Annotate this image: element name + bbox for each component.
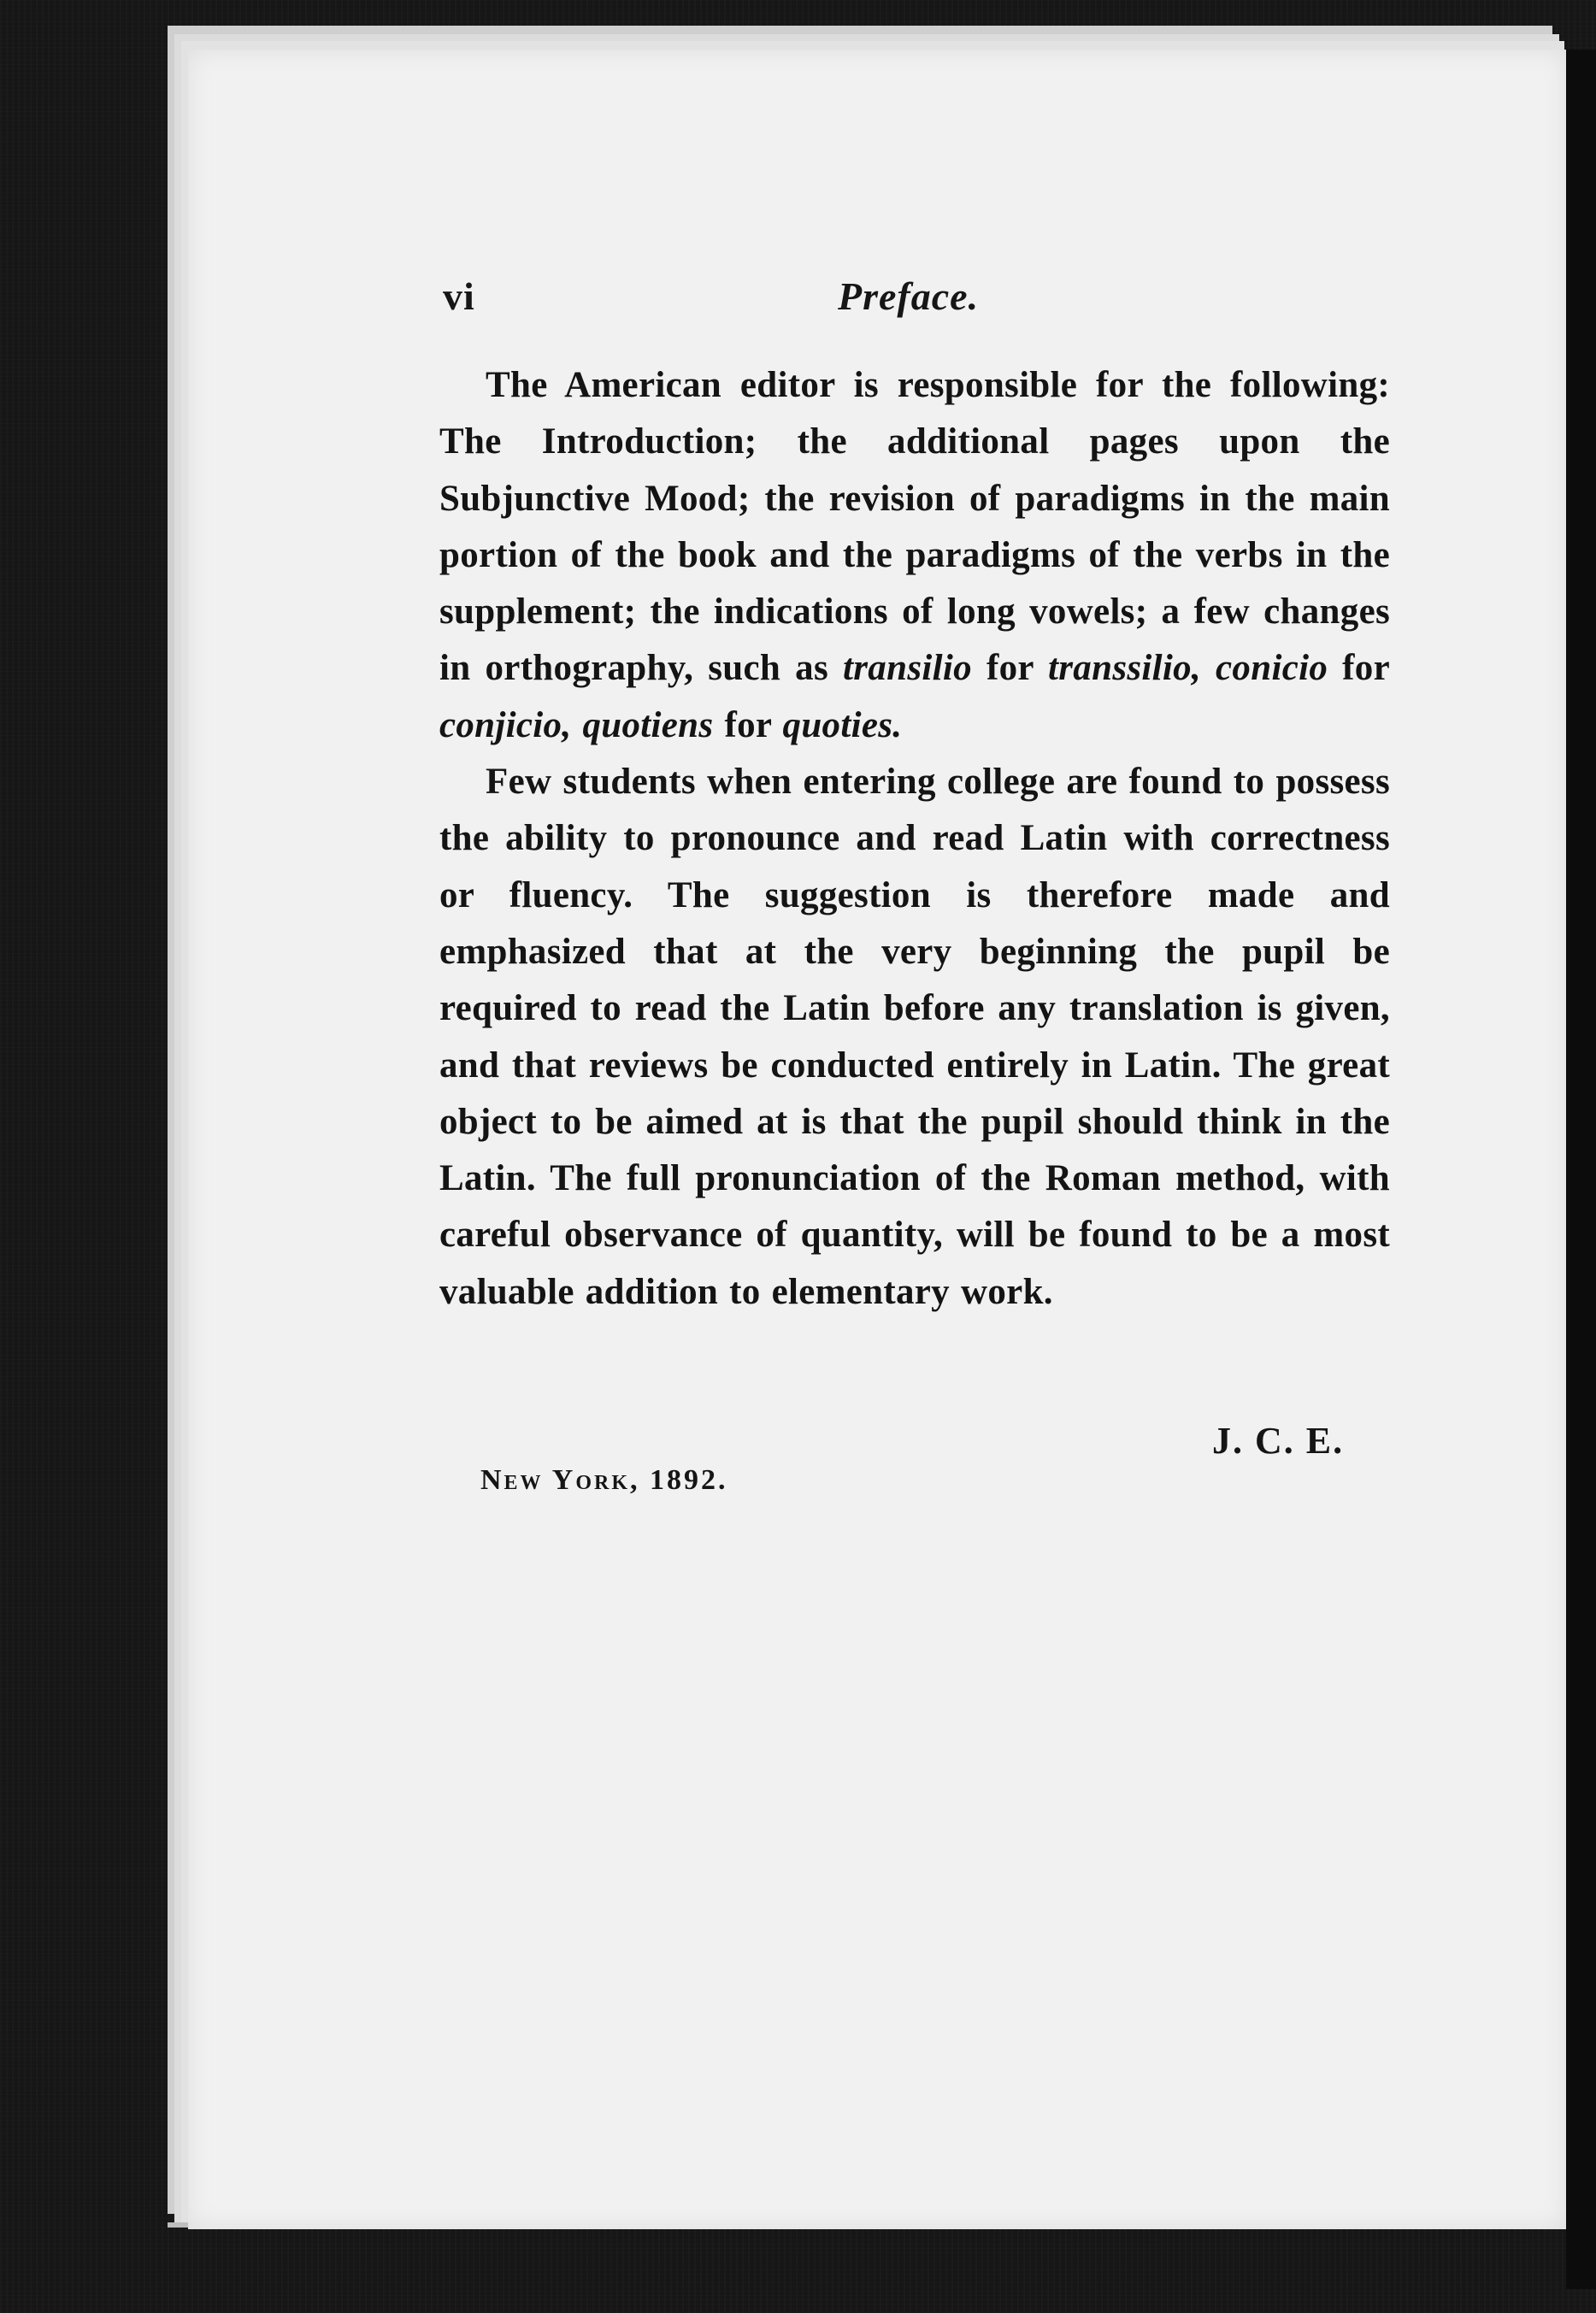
latin-word: conicio: [1216, 648, 1328, 689]
running-title: Preface.: [838, 274, 980, 318]
paragraph-editor-responsibilities: [439, 357, 1390, 754]
latin-word: quoties.: [782, 704, 903, 745]
page-number: vi: [443, 274, 475, 318]
preface-body: [439, 357, 1390, 1321]
running-head: [256, 274, 1419, 325]
editor-initials: J. C. E.: [1212, 1420, 1345, 1462]
text-segment: [1201, 648, 1216, 688]
latin-word: transsilio,: [1048, 648, 1201, 689]
text-segment: for: [713, 704, 783, 745]
place-and-date: New York, 1892.: [480, 1464, 728, 1496]
text-segment: Few students when entering college are found to possess the ability to pronounce and read Latin with correctness or fluency. The suggestion is therefore made and emphasized that at the very beginning the pupil be required to read the Latin before any translation is given, and that reviews be conducted entirely in Latin. The great object to be aimed at is that the pupil should think in the Latin. The full pronunciation of the Roman method, with careful observance of quantity, will be found to be a most valuable addition to elementary work.: [439, 762, 1390, 1312]
text-segment: The American editor is responsible for the following: The Introduction; the additional pages upon the Subjunctive Mood; the revision of paradigms in the main portion of the book and the paradigms of the verbs in the supplement; the indications of long vowels; a few changes in orthography, such as: [439, 365, 1390, 689]
latin-word: conjicio,: [439, 704, 572, 745]
latin-word: transilio: [843, 648, 972, 689]
paragraph-pronunciation-advice: [439, 754, 1390, 1321]
latin-word: quotiens: [582, 704, 714, 745]
text-segment: for: [971, 648, 1049, 689]
text-segment: for: [1328, 648, 1390, 689]
binding-shadow: [1566, 50, 1596, 2289]
text-segment: [571, 705, 582, 745]
